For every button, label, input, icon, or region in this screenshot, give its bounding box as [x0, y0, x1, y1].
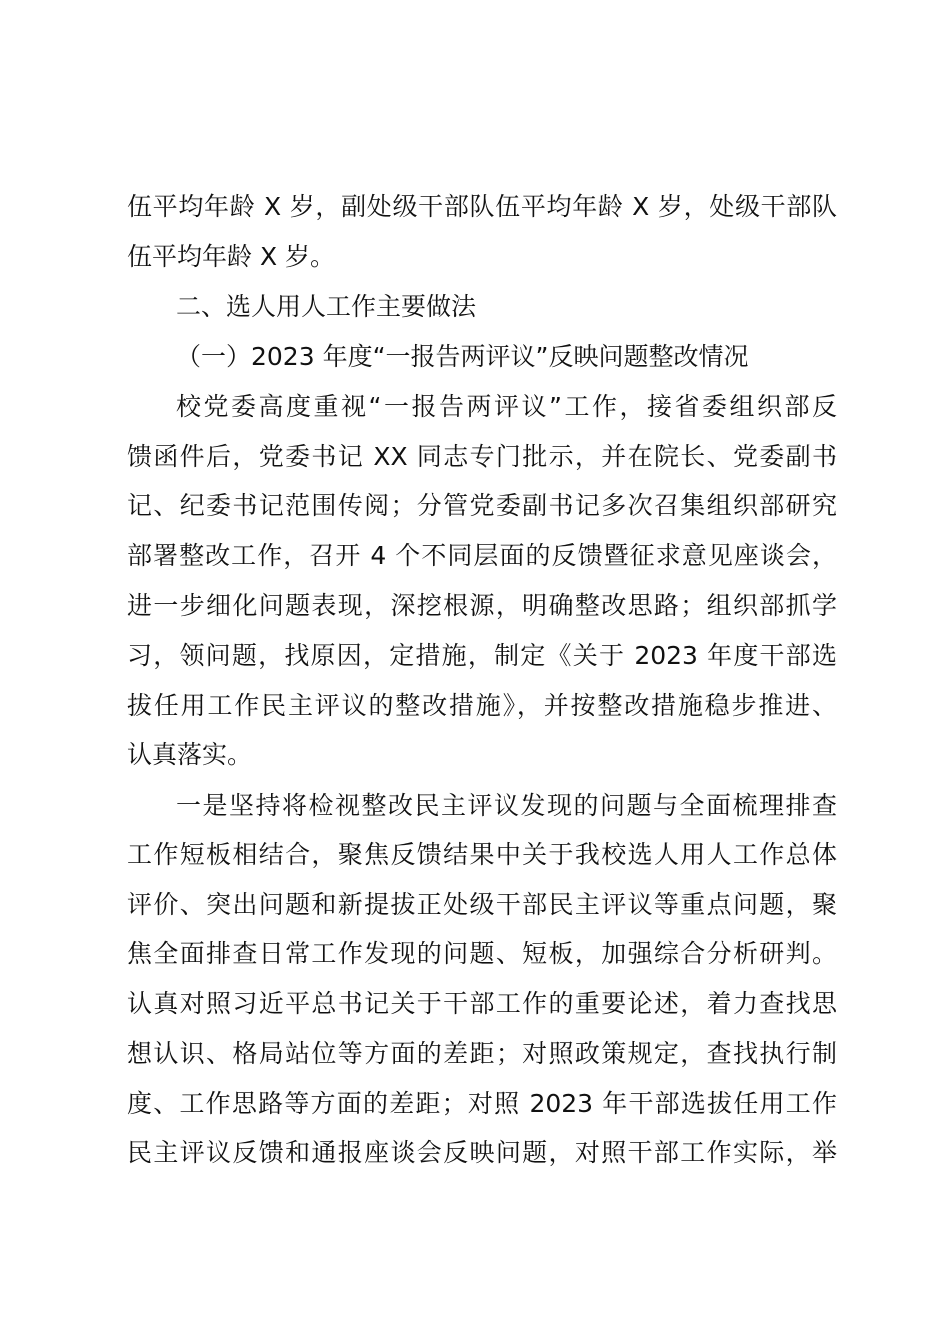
text-line: 焦全面排查日常工作发现的问题、短板，加强综合分析研判。 — [127, 939, 837, 968]
text-line: 评价、突出问题和新提拔正处级干部民主评议等重点问题，聚 — [127, 890, 837, 919]
text-line: 伍平均年龄 X 岁，副处级干部队伍平均年龄 X 岁，处级干部队 — [127, 192, 837, 221]
text-line: 二、选人用人工作主要做法 — [176, 292, 477, 321]
text-line: 认真落实。 — [127, 740, 253, 769]
text-line: 校党委高度重视“一报告两评议”工作，接省委组织部反 — [176, 392, 837, 421]
text-line: 部署整改工作，召开 4 个不同层面的反馈暨征求意见座谈会， — [127, 541, 837, 570]
text-line: 一是坚持将检视整改民主评议发现的问题与全面梳理排查 — [176, 791, 837, 820]
text-line: 馈函件后，党委书记 XX 同志专门批示，并在院长、党委副书 — [127, 442, 837, 471]
text-line: 拔任用工作民主评议的整改措施》，并按整改措施稳步推进、 — [127, 691, 837, 720]
text-line: 想认识、格局站位等方面的差距；对照政策规定，查找执行制 — [127, 1039, 837, 1068]
text-line: 认真对照习近平总书记关于干部工作的重要论述，着力查找思 — [127, 989, 837, 1018]
text-line: 记、纪委书记范围传阅；分管党委副书记多次召集组织部研究 — [127, 491, 837, 520]
text-line: 习，领问题，找原因，定措施，制定《关于 2023 年度干部选 — [127, 641, 837, 670]
text-line: 工作短板相结合，聚焦反馈结果中关于我校选人用人工作总体 — [127, 840, 837, 869]
text-line: 民主评议反馈和通报座谈会反映问题，对照干部工作实际，举 — [127, 1138, 837, 1167]
text-line: 伍平均年龄 X 岁。 — [127, 242, 336, 271]
text-line: （一）2023 年度“一报告两评议”反映问题整改情况 — [176, 342, 749, 371]
text-line: 进一步细化问题表现，深挖根源，明确整改思路；组织部抓学 — [127, 591, 837, 620]
text-line: 度、工作思路等方面的差距；对照 2023 年干部选拔任用工作 — [127, 1089, 837, 1118]
